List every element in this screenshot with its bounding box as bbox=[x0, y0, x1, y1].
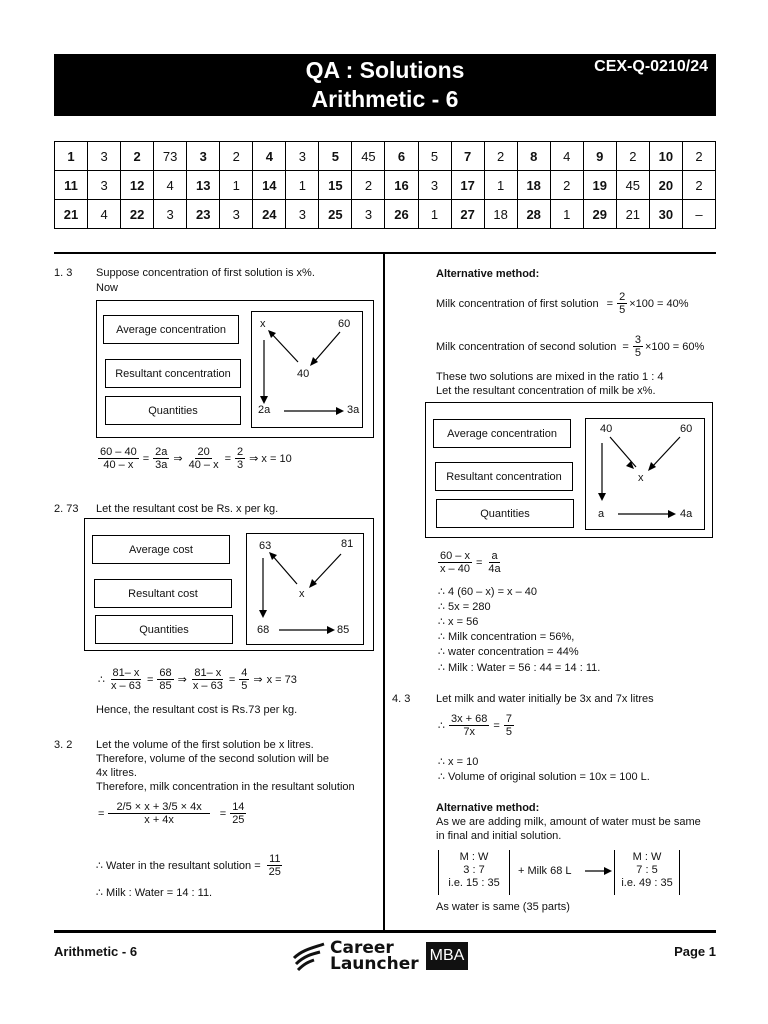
answer-row bbox=[55, 171, 716, 200]
q2-alligation-diagram bbox=[246, 533, 364, 645]
q4-box1-line3: i.e. 15 : 35 bbox=[448, 877, 500, 889]
alt-method-title: Alternative method: bbox=[436, 268, 540, 280]
alt-diagram-frame bbox=[425, 402, 713, 538]
section-divider bbox=[54, 252, 716, 254]
q2-f4-den: 5 bbox=[241, 680, 248, 692]
answer-cell: 3 bbox=[88, 171, 121, 200]
milk1-den: 5 bbox=[619, 304, 626, 316]
answer-cell: 2 bbox=[616, 142, 649, 171]
answer-cell: 4 bbox=[154, 171, 187, 200]
q1-label-resultant: Resultant concentration bbox=[105, 359, 241, 388]
alt-step-5: ∴ water concentration = 44% bbox=[438, 646, 579, 658]
brand-line2: Launcher bbox=[330, 954, 419, 974]
q2-conclusion: Hence, the resultant cost is Rs.73 per kg. bbox=[96, 704, 298, 716]
q4-f1-num: 3x + 68 bbox=[451, 713, 488, 725]
answer-cell: 3 bbox=[286, 142, 319, 171]
answer-cell: 2 bbox=[682, 142, 715, 171]
q4-box2-line2: 7 : 5 bbox=[636, 864, 658, 876]
q2-diagram-frame bbox=[84, 518, 374, 651]
q1-diagram-frame bbox=[96, 300, 374, 438]
q3-eq-res-den: 25 bbox=[232, 814, 245, 826]
q1-f3-num: 20 bbox=[197, 446, 210, 458]
question-number-cell: 4 bbox=[253, 142, 286, 171]
milk2-equation: Milk concentration of second solution = $\frac{3}{5}$ ×100 = 60% bbox=[436, 334, 705, 359]
answer-cell: 4 bbox=[88, 200, 121, 229]
swoosh-logo-icon bbox=[290, 940, 328, 974]
q1-f3-den: 40 – x bbox=[188, 459, 219, 471]
question-number-cell: 11 bbox=[55, 171, 88, 200]
question-number-cell: 19 bbox=[583, 171, 616, 200]
question-number-cell: 5 bbox=[319, 142, 352, 171]
q3-ratio: ∴ Milk : Water = 14 : 11. bbox=[96, 887, 213, 899]
q2-label-resultant: Resultant cost bbox=[94, 579, 232, 608]
q2-f1-num: 81– x bbox=[112, 667, 140, 679]
q3-water-num: 11 bbox=[269, 853, 281, 865]
question-number-cell: 20 bbox=[649, 171, 682, 200]
footer-divider bbox=[54, 930, 716, 933]
answer-cell: 2 bbox=[550, 171, 583, 200]
mba-badge: MBA bbox=[426, 942, 468, 970]
q3-line4: Therefore, milk concentration in the resultant solution bbox=[96, 781, 355, 793]
q4-equation: ∴ $\frac{3x + 68}{7x}$ = $\frac{7}{5}$ bbox=[438, 713, 512, 738]
q1-diag-tl: x bbox=[260, 318, 266, 330]
page-title: QA : Solutions bbox=[305, 57, 465, 83]
q1-line2: Now bbox=[96, 282, 119, 294]
header-banner bbox=[54, 54, 716, 116]
answer-row bbox=[55, 200, 716, 229]
answer-cell: 3 bbox=[154, 200, 187, 229]
alt-diag-mid: x bbox=[638, 472, 644, 484]
q1-label-average: Average concentration bbox=[103, 315, 239, 344]
alt-label-resultant: Resultant concentration bbox=[435, 462, 573, 491]
q4-number: 4. 3 bbox=[392, 693, 411, 705]
question-number-cell: 26 bbox=[385, 200, 418, 229]
answer-cell: 3 bbox=[88, 142, 121, 171]
answer-cell: 1 bbox=[484, 171, 517, 200]
answer-cell: 4 bbox=[550, 142, 583, 171]
question-number-cell: 12 bbox=[121, 171, 154, 200]
q2-f2-num: 68 bbox=[159, 667, 172, 679]
q4-final-ratio-box bbox=[614, 850, 680, 895]
milk1-num: 2 bbox=[619, 291, 626, 303]
alt-label-average: Average concentration bbox=[433, 419, 571, 448]
q4-f2-den: 5 bbox=[505, 726, 512, 738]
footer-topic: Arithmetic - 6 bbox=[54, 944, 138, 959]
answer-cell: 2 bbox=[220, 142, 253, 171]
answer-cell: 1 bbox=[418, 200, 451, 229]
milk2-text: Milk concentration of second solution bbox=[436, 340, 617, 353]
q2-label-average: Average cost bbox=[92, 535, 230, 564]
q1-label-quantities: Quantities bbox=[105, 396, 241, 425]
mixed-ratio-text: These two solutions are mixed in the ratio 1 : 4 bbox=[436, 371, 664, 383]
q1-diag-mid: 40 bbox=[297, 368, 310, 380]
q3-number: 3. 2 bbox=[54, 739, 73, 751]
answer-cell: 1 bbox=[286, 171, 319, 200]
answer-cell: 3 bbox=[418, 171, 451, 200]
question-number-cell: 17 bbox=[451, 171, 484, 200]
q4-f1-den: 7x bbox=[463, 726, 475, 738]
q3-line2: Therefore, volume of the second solution will be bbox=[96, 753, 329, 765]
q2-f3-den: x – 63 bbox=[192, 680, 223, 692]
milk1-text: Milk concentration of first solution bbox=[436, 297, 599, 310]
q4-alt-line2: in final and initial solution. bbox=[436, 830, 562, 842]
q1-line1: Suppose concentration of first solution is x%. bbox=[96, 267, 315, 279]
q2-therefore: ∴ bbox=[98, 674, 105, 686]
q2-diag-tr: 81 bbox=[341, 538, 354, 550]
question-number-cell: 21 bbox=[55, 200, 88, 229]
q1-f4-den: 3 bbox=[237, 459, 244, 471]
alt-f1-num: 60 – x bbox=[440, 550, 470, 562]
q3-eq-den: x + 4x bbox=[144, 814, 174, 826]
alt-equation: $\frac{60 - x}{x - 40}$ = $\frac{a}{4a}$ bbox=[440, 550, 501, 575]
q3-eq-num: 2/5 × x + 3/5 × 4x bbox=[108, 801, 209, 814]
q2-f3-num: 81– x bbox=[194, 667, 222, 679]
question-number-cell: 18 bbox=[517, 171, 550, 200]
q1-f2-den: 3a bbox=[155, 459, 168, 471]
alt-f2-num: a bbox=[491, 550, 498, 562]
answer-row bbox=[55, 142, 716, 171]
career-launcher-logo bbox=[290, 938, 480, 978]
answer-cell: 5 bbox=[418, 142, 451, 171]
alt-diag-tr: 60 bbox=[680, 423, 693, 435]
answer-cell: 45 bbox=[352, 142, 385, 171]
q1-diag-tr: 60 bbox=[338, 318, 351, 330]
q1-equation: $\frac{60 - 40}{40 - x}$ = $\frac{2a}{3a}$ ⇒ $\frac{20}{40 - x}$ = $\frac{2}{3}$ ⇒ x = 10 bbox=[100, 446, 292, 471]
q1-implies: ⇒ bbox=[173, 453, 183, 465]
question-number-cell: 6 bbox=[385, 142, 418, 171]
q1-f1-den: 40 – x bbox=[103, 459, 134, 471]
q4-box2-line3: i.e. 49 : 35 bbox=[621, 877, 673, 889]
alt-diag-tl: 40 bbox=[600, 423, 613, 435]
page-subtitle: Arithmetic - 6 bbox=[311, 86, 459, 112]
q2-diag-bl: 68 bbox=[257, 624, 270, 636]
question-number-cell: 1 bbox=[55, 142, 88, 171]
alt-step-1: ∴ 4 (60 – x) = x – 40 bbox=[438, 586, 538, 598]
q4-initial-ratio-box bbox=[438, 850, 510, 895]
q4-volume: ∴ Volume of original solution = 10x = 100 L. bbox=[438, 771, 650, 783]
answer-cell: 2 bbox=[484, 142, 517, 171]
question-number-cell: 9 bbox=[583, 142, 616, 171]
question-number-cell: 28 bbox=[517, 200, 550, 229]
question-number-cell: 29 bbox=[583, 200, 616, 229]
question-number-cell: 10 bbox=[649, 142, 682, 171]
alt-step-2: ∴ 5x = 280 bbox=[438, 601, 491, 613]
answer-cell: 73 bbox=[154, 142, 187, 171]
q3-water-den: 25 bbox=[268, 866, 281, 878]
answer-key-table bbox=[54, 141, 716, 229]
alt-alligation-diagram bbox=[585, 418, 705, 530]
question-number-cell: 3 bbox=[187, 142, 220, 171]
q4-alt-line1: As we are adding milk, amount of water must be same bbox=[436, 816, 701, 828]
alt-label-quantities: Quantities bbox=[436, 499, 574, 528]
alt-diag-bl: a bbox=[598, 508, 605, 520]
answer-cell: 2 bbox=[682, 171, 715, 200]
page-number: Page 1 bbox=[674, 944, 716, 959]
answer-cell: 2 bbox=[352, 171, 385, 200]
answer-cell: 3 bbox=[220, 200, 253, 229]
q3-eq-res-num: 14 bbox=[232, 801, 245, 813]
q1-f4-num: 2 bbox=[237, 446, 244, 458]
answer-cell: 3 bbox=[286, 200, 319, 229]
milk1-tail: ×100 = 40% bbox=[629, 297, 689, 310]
answer-cell: 3 bbox=[352, 200, 385, 229]
column-divider bbox=[383, 253, 385, 930]
alt-step-3: ∴ x = 56 bbox=[438, 616, 479, 628]
q3-water-text: ∴ Water in the resultant solution = bbox=[96, 860, 261, 872]
question-number-cell: 23 bbox=[187, 200, 220, 229]
q1-f1-num: 60 – 40 bbox=[100, 446, 137, 458]
q2-result: x = 73 bbox=[266, 673, 297, 686]
alt-f1-den: x – 40 bbox=[440, 563, 470, 575]
answer-cell: – bbox=[682, 200, 715, 229]
q3-line1: Let the volume of the first solution be x litres. bbox=[96, 739, 314, 751]
brand-name bbox=[330, 940, 419, 972]
q2-f2-den: 85 bbox=[159, 680, 172, 692]
q1-f2-num: 2a bbox=[155, 446, 168, 458]
alt-step-6: ∴ Milk : Water = 56 : 44 = 14 : 11. bbox=[438, 662, 601, 674]
question-number-cell: 27 bbox=[451, 200, 484, 229]
q2-diag-br: 85 bbox=[337, 624, 350, 636]
question-number-cell: 8 bbox=[517, 142, 550, 171]
q2-label-quantities: Quantities bbox=[95, 615, 233, 644]
alt-f2-den: 4a bbox=[488, 563, 501, 575]
q2-f4-num: 4 bbox=[241, 667, 248, 679]
question-number-cell: 25 bbox=[319, 200, 352, 229]
answer-cell: 21 bbox=[616, 200, 649, 229]
q4-box1-line1: M : W bbox=[459, 851, 489, 863]
q1-diag-bl: 2a bbox=[258, 404, 271, 416]
answer-cell: 45 bbox=[616, 171, 649, 200]
brand-line1: Career bbox=[330, 938, 394, 958]
paper-code: CEX-Q-0210/24 bbox=[594, 58, 708, 75]
let-milk-text: Let the resultant concentration of milk be x%. bbox=[436, 385, 656, 397]
question-number-cell: 15 bbox=[319, 171, 352, 200]
q1-alligation-diagram bbox=[251, 311, 363, 428]
q2-number: 2. 73 bbox=[54, 503, 79, 515]
q4-box1-line2: 3 : 7 bbox=[463, 864, 485, 876]
question-number-cell: 14 bbox=[253, 171, 286, 200]
q2-equation: ∴ $\frac{81- x}{x - 63}$ = $\frac{68}{85}$ ⇒ $\frac{81- x}{x - 63}$ = $\frac{4}{5}$ ⇒ x = 73 bbox=[98, 667, 297, 692]
question-number-cell: 30 bbox=[649, 200, 682, 229]
q3-line3: 4x litres. bbox=[96, 767, 137, 779]
q2-line1: Let the resultant cost be Rs. x per kg. bbox=[96, 503, 279, 515]
question-number-cell: 13 bbox=[187, 171, 220, 200]
alt-step-4: ∴ Milk concentration = 56%, bbox=[438, 631, 575, 643]
q3-water-equation bbox=[96, 853, 285, 878]
alt-diag-br: 4a bbox=[680, 508, 693, 520]
q1-diag-br: 3a bbox=[347, 404, 360, 416]
milk2-den: 5 bbox=[634, 347, 641, 359]
q2-diag-mid: x bbox=[299, 588, 305, 600]
question-number-cell: 24 bbox=[253, 200, 286, 229]
q1-result: ⇒ x = 10 bbox=[249, 453, 292, 465]
q4-line1: Let milk and water initially be 3x and 7x litres bbox=[436, 693, 654, 705]
q4-box2-line1: M : W bbox=[632, 851, 662, 863]
q4-alt-title: Alternative method: bbox=[436, 802, 540, 814]
milk2-num: 3 bbox=[634, 334, 641, 346]
answer-cell: 1 bbox=[220, 171, 253, 200]
milk1-equation: Milk concentration of first solution = $\frac{2}{5}$ ×100 = 40% bbox=[436, 291, 689, 316]
answer-cell: 18 bbox=[484, 200, 517, 229]
question-number-cell: 7 bbox=[451, 142, 484, 171]
q4-water-same: As water is same (35 parts) bbox=[436, 901, 570, 913]
arrow-right-icon bbox=[584, 864, 614, 878]
q2-diag-tl: 63 bbox=[259, 540, 272, 552]
answer-cell: 1 bbox=[550, 200, 583, 229]
q4-x-value: ∴ x = 10 bbox=[438, 756, 479, 768]
q4-add-milk: + Milk 68 L bbox=[518, 865, 572, 877]
q2-f1-den: x – 63 bbox=[111, 680, 141, 692]
question-number-cell: 16 bbox=[385, 171, 418, 200]
milk2-tail: ×100 = 60% bbox=[644, 340, 705, 353]
question-number-cell: 2 bbox=[121, 142, 154, 171]
q3-equation: = $\frac{2/5 \times x + 3/5 \times 4x}{x + 4x}$ = $\frac{14}{25}$ bbox=[98, 801, 245, 826]
question-number-cell: 22 bbox=[121, 200, 154, 229]
q4-f2-num: 7 bbox=[505, 713, 512, 725]
q1-number: 1. 3 bbox=[54, 267, 73, 279]
